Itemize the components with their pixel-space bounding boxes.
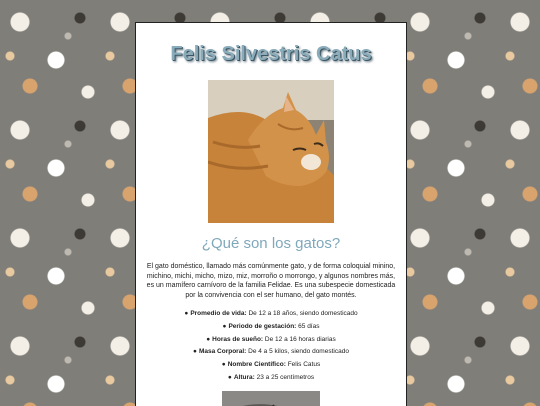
bullet-icon: ● xyxy=(227,373,232,381)
fact-label: Nombre Científico: xyxy=(227,361,286,369)
fact-value: 23 a 25 centímetros xyxy=(256,373,315,381)
fact-value: De 4 a 5 kilos, siendo domesticado xyxy=(248,348,349,356)
fact-item-height xyxy=(136,372,406,385)
fact-value: Felis Catus xyxy=(287,361,321,369)
page-title: Felis Silvestris Catus xyxy=(170,43,372,65)
fact-item-sleep xyxy=(136,334,406,347)
fact-item-gestation xyxy=(136,321,406,334)
orange-cat-illustration xyxy=(208,80,334,223)
section-heading: ¿Qué son los gatos? xyxy=(201,235,341,252)
second-cat-photo xyxy=(222,391,320,406)
tabby-cat-illustration xyxy=(222,391,320,406)
intro-paragraph: El gato doméstico, llamado más comúnmente gato, y de forma coloquial minino, michino, michi, micho, mizo, miz, morroño o morrongo, y algunos nombres más, es un mamífero carnívoro de la familia Felidae. Es una subespecie domesticada por la convivencia con el ser humano, del gato montés. xyxy=(146,263,396,299)
bullet-icon: ● xyxy=(184,310,189,317)
bullet-icon: ● xyxy=(221,361,226,369)
fact-label: Altura: xyxy=(233,373,255,381)
fact-label: Periodo de gestación: xyxy=(228,322,297,330)
fact-item-mass xyxy=(136,346,406,359)
fact-label: Masa Corporal: xyxy=(198,348,247,356)
fact-item-scientific-name xyxy=(136,359,406,372)
fact-value: 65 días xyxy=(298,322,320,330)
cat-photo xyxy=(208,80,334,223)
bullet-icon: ● xyxy=(206,335,211,343)
fact-value: De 12 a 18 años, siendo domesticado xyxy=(248,310,358,317)
bullet-icon: ● xyxy=(222,322,227,330)
fact-item-lifespan xyxy=(136,308,406,321)
content-card xyxy=(135,22,407,406)
fact-value: De 12 a 16 horas diarias xyxy=(264,335,336,343)
bullet-icon: ● xyxy=(193,348,197,356)
fact-label: Horas de sueño: xyxy=(212,335,264,343)
fact-label: Promedio de vida: xyxy=(190,310,247,317)
facts-list xyxy=(136,308,406,385)
